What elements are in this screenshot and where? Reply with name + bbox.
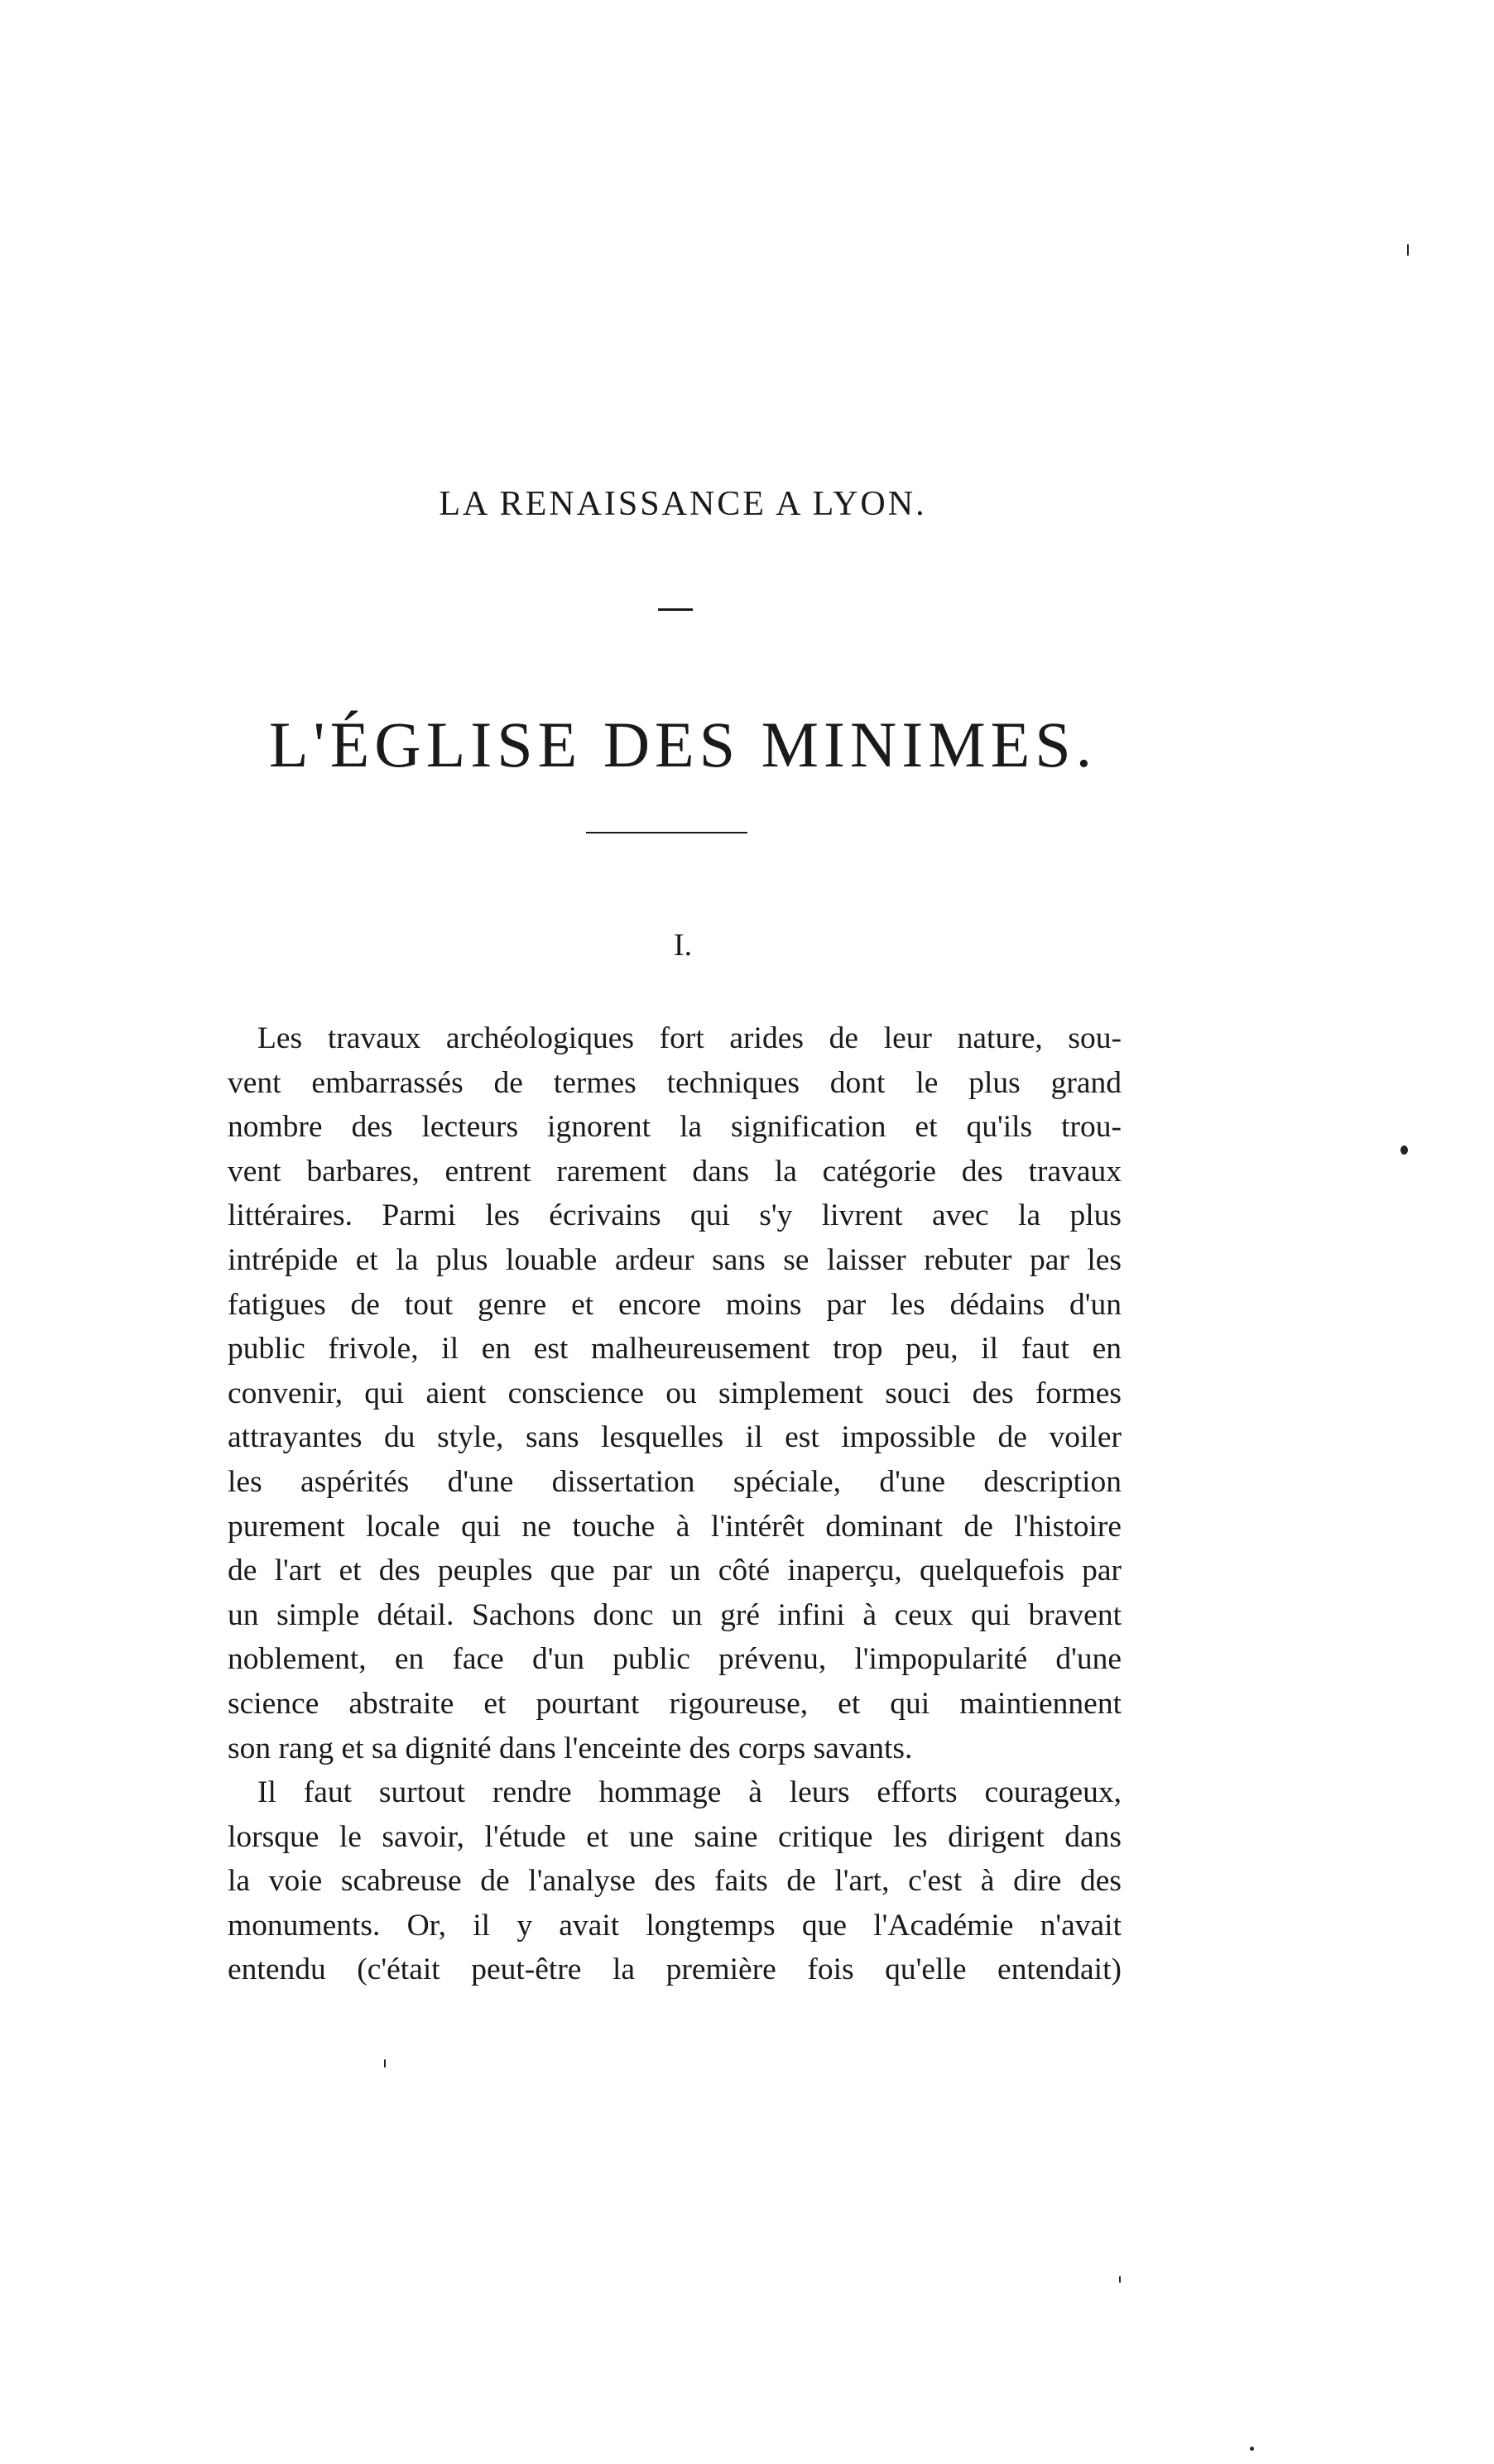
text-line: monuments. Or, il y avait longtemps que l'Académie n'avait <box>228 1908 1122 1943</box>
text-line: un simple détail. Sachons donc un gré infini à ceux qui bravent <box>228 1597 1122 1632</box>
text-line: son rang et sa dignité dans l'enceinte des corps savants. <box>228 1731 913 1765</box>
text-line: attrayantes du style, sans lesquelles il est impossible de voiler <box>228 1420 1122 1455</box>
text-line: noblement, en face d'un public prévenu, l'impopularité d'une <box>228 1642 1122 1677</box>
text-line: public frivole, il en est malheureusement trop peu, il faut en <box>228 1332 1122 1366</box>
text-line: les aspérités d'une dissertation spéciale, d'une description <box>228 1464 1122 1499</box>
text-line: Il faut surtout rendre hommage à leurs efforts courageux, <box>257 1775 1122 1810</box>
print-speck <box>384 2059 386 2068</box>
text-line: science abstraite et pourtant rigoureuse, et qui maintiennent <box>228 1686 1122 1721</box>
text-line: de l'art et des peuples que par un côté inaperçu, quelquefois par <box>228 1554 1122 1588</box>
text-line: fatigues de tout genre et encore moins par les dédains d'un <box>228 1287 1122 1322</box>
print-speck <box>1250 2447 1254 2451</box>
text-line: purement locale qui ne touche à l'intérêt dominant de l'histoire <box>228 1509 1122 1544</box>
text-line: nombre des lecteurs ignorent la signification et qu'ils trou- <box>228 1110 1122 1145</box>
section-number: I. <box>673 928 693 963</box>
text-line: la voie scabreuse de l'analyse des faits de l'art, c'est à dire des <box>228 1864 1122 1899</box>
print-speck <box>1400 1146 1408 1155</box>
title-separator-short <box>658 608 693 611</box>
title-separator-long <box>586 832 747 833</box>
text-line: intrépide et la plus louable ardeur sans se laisser rebuter par les <box>228 1242 1122 1277</box>
chapter-title: L'ÉGLISE DES MINIMES. <box>268 708 1098 781</box>
text-line: vent embarrassés de termes techniques dont le plus grand <box>228 1065 1122 1100</box>
text-line: convenir, qui aient conscience ou simplement souci des formes <box>228 1376 1122 1410</box>
print-speck <box>1407 244 1409 256</box>
text-line: Les travaux archéologiques fort arides de leur nature, sou- <box>257 1021 1122 1055</box>
text-line: entendu (c'était peut-être la première fois qu'elle entendait) <box>228 1952 1122 1987</box>
body-text <box>228 1016 1122 1992</box>
text-line: vent barbares, entrent rarement dans la catégorie des travaux <box>228 1154 1122 1189</box>
text-line: littéraires. Parmi les écrivains qui s'y livrent avec la plus <box>228 1198 1122 1233</box>
print-speck <box>1119 2276 1121 2283</box>
running-title: LA RENAISSANCE A LYON. <box>439 485 927 523</box>
text-line: lorsque le savoir, l'étude et une saine critique les dirigent dans <box>228 1819 1122 1854</box>
